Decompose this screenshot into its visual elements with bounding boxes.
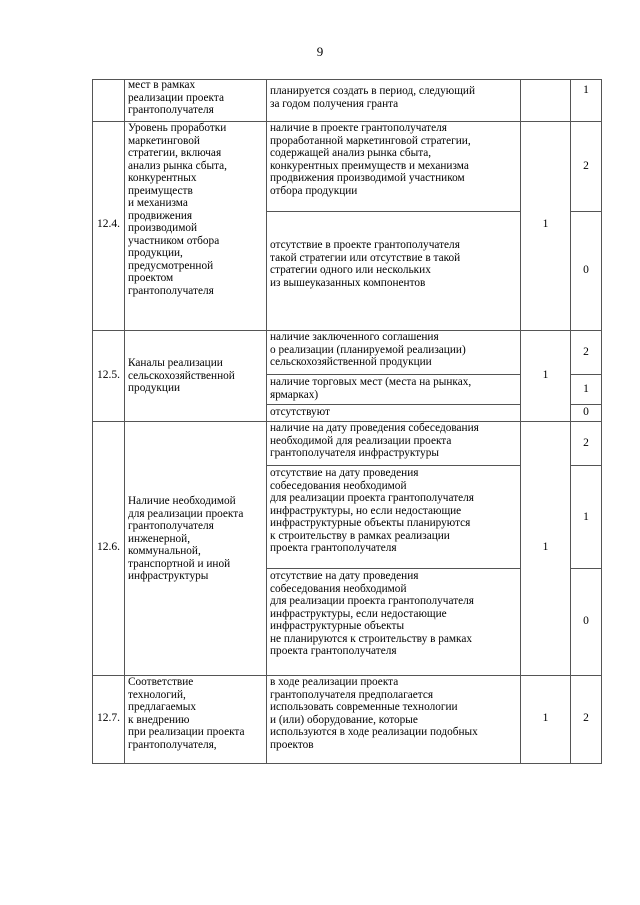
option-text: отсутствуют bbox=[270, 406, 330, 418]
criterion-text: Наличие необходимой для реализации проекта грантополучателя инженерной, коммунальной, транспортной и иной инфраструктуры bbox=[128, 495, 244, 582]
option-text: наличие торговых мест (места на рынках, ярмарках) bbox=[270, 376, 472, 401]
subrow-divider bbox=[570, 211, 602, 212]
score-value: 1 bbox=[583, 383, 589, 395]
score-value: 0 bbox=[583, 264, 589, 276]
score-value: 2 bbox=[583, 712, 589, 724]
score-value: 0 bbox=[583, 406, 589, 418]
subrow-divider bbox=[266, 568, 520, 569]
criterion-text: Уровень проработки маркетинговой стратегии, включая анализ рынка сбыта, конкурентных преимуществ и механизма продвижения производимой участником отбора продукции, предусмотренной проектом грантополучателя bbox=[128, 122, 227, 297]
score-value: 2 bbox=[583, 346, 589, 358]
subrow-divider bbox=[266, 374, 520, 375]
option-text: отсутствие в проекте грантополучателя такой стратегии или отсутствие в такой стратегии одного или нескольких из вышеуказанных компонентов bbox=[270, 239, 461, 289]
subrow-divider bbox=[570, 374, 602, 375]
weight-value: 1 bbox=[542, 369, 549, 381]
option-text: планируется создать в период, следующий за годом получения гранта bbox=[270, 85, 475, 110]
row-number: 12.7. bbox=[97, 712, 120, 724]
subrow-divider bbox=[570, 568, 602, 569]
option-text: отсутствие на дату проведения собеседования необходимой для реализации проекта грантополучателя инфраструктуры, если недостающие инфраструктурные объекты не планируются к строительству в рамках проекта грантополучателя bbox=[270, 570, 474, 657]
weight-value: 1 bbox=[542, 712, 549, 724]
row-number: 12.5. bbox=[97, 369, 120, 381]
score-value: 1 bbox=[583, 84, 589, 96]
criterion-text: Соответствие технологий, предлагаемых к внедрению при реализации проекта грантополучателя, bbox=[128, 676, 245, 751]
option-text: наличие на дату проведения собеседования необходимой для реализации проекта грантополучателя инфраструктуры bbox=[270, 422, 479, 459]
page-number: 9 bbox=[316, 44, 324, 59]
option-text: наличие заключенного соглашения о реализации (планируемой реализации) сельскохозяйственной продукции bbox=[270, 331, 466, 368]
criterion-text: мест в рамках реализации проекта грантополучателя bbox=[128, 79, 224, 116]
subrow-divider bbox=[570, 465, 602, 466]
criterion-text: Каналы реализации сельскохозяйственной продукции bbox=[128, 357, 235, 394]
subrow-divider bbox=[266, 404, 520, 405]
score-value: 0 bbox=[583, 615, 589, 627]
score-value: 2 bbox=[583, 160, 589, 172]
table-border-bottom bbox=[92, 763, 602, 764]
subrow-divider bbox=[570, 404, 602, 405]
criteria-table bbox=[92, 79, 602, 764]
option-text: в ходе реализации проекта грантополучателя предполагается использовать современные технологии и (или) оборудование, которые используются в ходе реализации подобных проектов bbox=[270, 676, 478, 751]
row-number: 12.4. bbox=[97, 218, 120, 230]
subrow-divider bbox=[266, 465, 520, 466]
score-value: 1 bbox=[583, 511, 589, 523]
weight-value: 1 bbox=[542, 218, 549, 230]
option-text: наличие в проекте грантополучателя проработанной маркетинговой стратегии, содержащей анализ рынка сбыта, конкурентных преимуществ и механизма продвижения производимой участником отбора продукции bbox=[270, 122, 471, 197]
weight-value: 1 bbox=[542, 541, 549, 553]
row-number: 12.6. bbox=[97, 541, 120, 553]
option-text: отсутствие на дату проведения собеседования необходимой для реализации проекта грантополучателя инфраструктуры, но если недостающие инфраструктурные объекты планируются к строительству в рамках реализации проекта грантополучателя bbox=[270, 467, 474, 554]
subrow-divider bbox=[266, 211, 520, 212]
score-value: 2 bbox=[583, 437, 589, 449]
